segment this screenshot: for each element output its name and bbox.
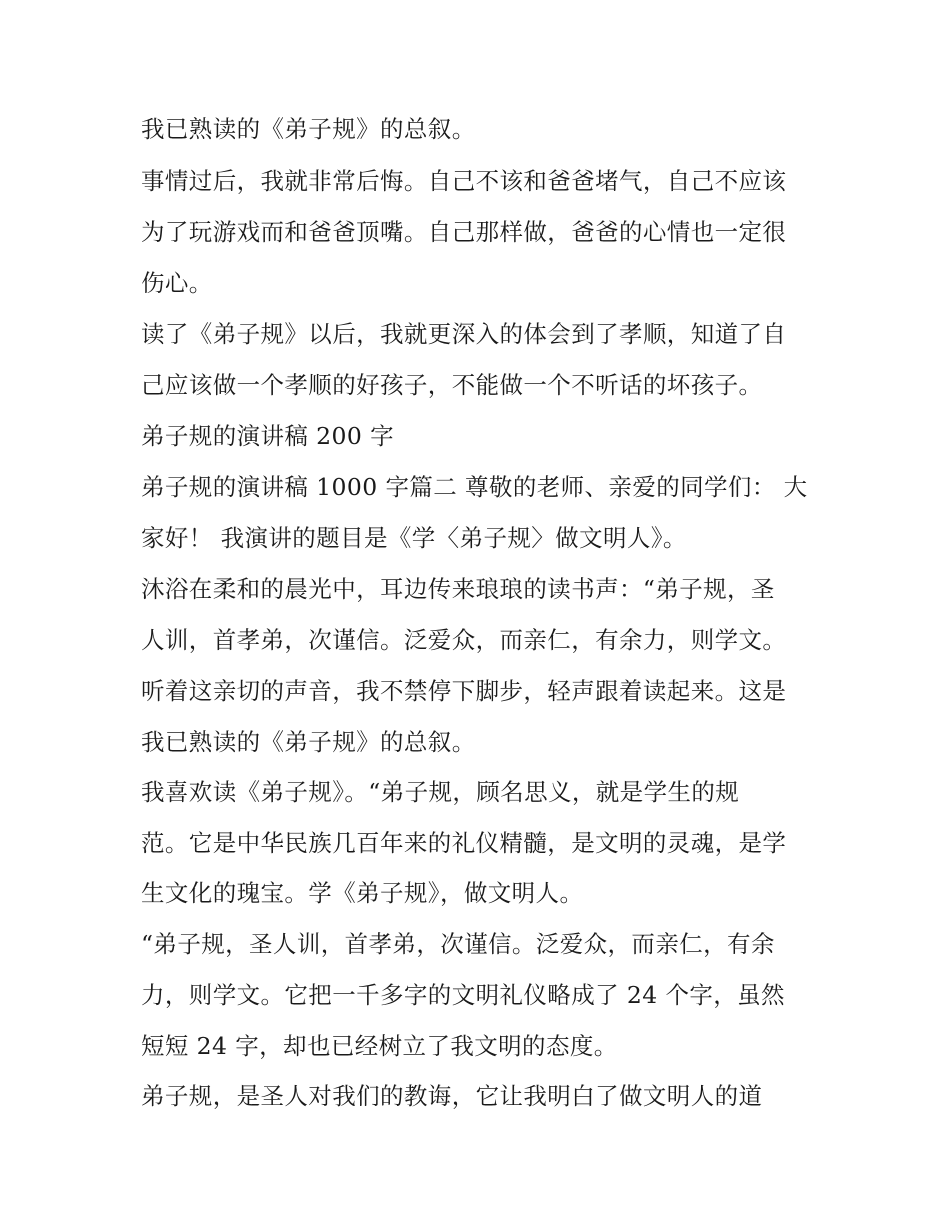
text-line: 生文化的瑰宝。学《弟子规》，做文明人。 [141,879,584,907]
text-line: 己应该做一个孝顺的好孩子，不能做一个不听话的坏孩子。 [141,371,763,399]
text-line: 弟子规，是圣人对我们的教诲，它让我明白了做文明人的道 [141,1082,763,1110]
text-line: 短短 24 字，却也已经树立了我文明的态度。 [141,1032,618,1060]
text-line: 沐浴在柔和的晨光中，耳边传来琅琅的读书声：“弟子规，圣 [141,575,775,603]
text-line: 力，则学文。它把一千多字的文明礼仪略成了 24 个字，虽然 [141,981,785,1009]
text-line: 听着这亲切的声音，我不禁停下脚步，轻声跟着读起来。这是 [141,677,787,705]
text-line: 读了《弟子规》以后，我就更深入的体会到了孝顺，知道了自 [141,320,787,348]
text-line: 范。它是中华民族几百年来的礼仪精髓，是文明的灵魂，是学 [141,829,787,857]
text-line: 家好！ 我演讲的题目是《学〈弟子规〉做文明人》。 [141,524,687,552]
text-line: 为了玩游戏而和爸爸顶嘴。自己那样做，爸爸的心情也一定很 [141,218,787,246]
text-line: 我喜欢读《弟子规》。“弟子规，顾名思义，就是学生的规 [141,778,740,806]
text-line: 事情过后，我就非常后悔。自己不该和爸爸堵气，自己不应该 [141,167,787,195]
text-line: 弟子规的演讲稿 200 字 [141,422,394,450]
text-line: 弟子规的演讲稿 1000 字篇二 尊敬的老师、亲爱的同学们： 大 [141,473,808,501]
text-line: 伤心。 [141,269,213,297]
text-line: 我已熟读的《弟子规》的总叙。 [141,728,476,756]
text-line: “弟子规，圣人训，首孝弟，次谨信。泛爱众，而亲仁，有余 [141,930,775,958]
text-line: 人训，首孝弟，次谨信。泛爱众，而亲仁，有余力，则学文。 [141,626,787,654]
text-line: 我已熟读的《弟子规》的总叙。 [141,115,476,143]
